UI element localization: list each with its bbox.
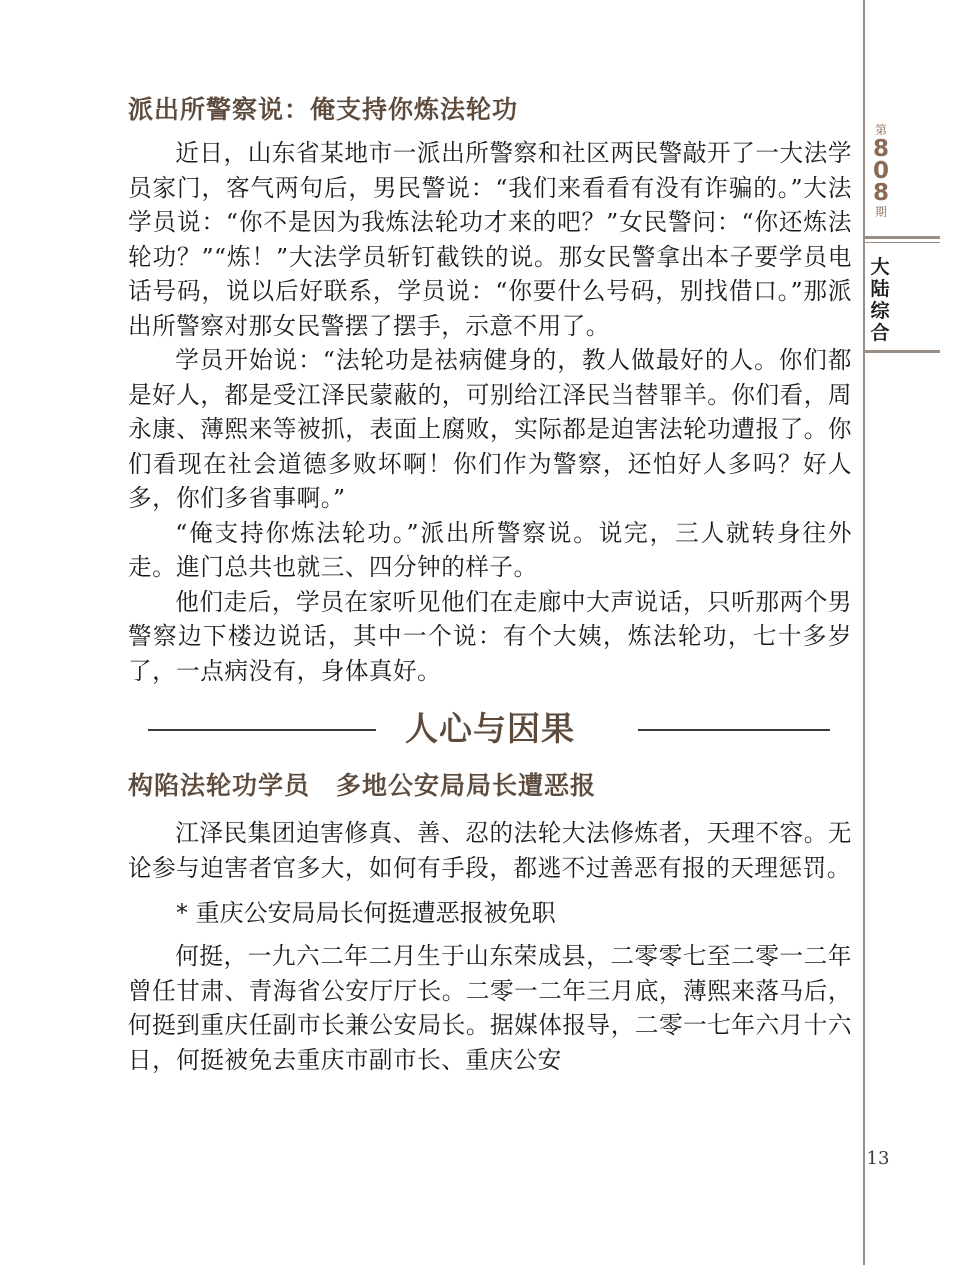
section-title: 人心与因果 [405, 709, 575, 748]
paragraph: “俺支持你炼法轮功。”派出所警察说。说完，三人就转身往外走。進门总共也就三、四分钟的样子。 [128, 518, 852, 581]
paragraph: 他们走后，学员在家听见他们在走廊中大声说话，只听那两个男警察边下楼边说话，其中一个说：有个大姨，炼法轮功，七十多岁了，一点病没有，身体真好。 [128, 587, 852, 685]
subheading: * 重庆公安局局长何挺遭恶报被免职 [176, 899, 556, 927]
paragraph: 江泽民集团迫害修真、善、忍的法轮大法修炼者，天理不容。无论参与迫害者官多大，如何有手段，都逃不过善恶有报的天理惩罚。 [128, 819, 852, 882]
category-char: 大 [870, 256, 890, 278]
issue-digit: 0 [872, 158, 889, 184]
paragraph: 近日，山东省某地市一派出所警察和社区两民警敲开了一大法学员家门，客气两句后，男民警说：“我们来看看有没有诈骗的。”大法学员说：“你不是因为我炼法轮功才来的吧？”女民警问：“你还炼法轮功？”“炼！”大法学员斩钉截铁的说。那女民警拿出本子要学员电话号码，说以后好联系，学员说：“你要什么号码，别找借口。”那派出所警察对那女民警摆了摆手，示意不用了。 [128, 139, 852, 340]
paragraph: 何挺，一九六二年二月生于山东荣成县，二零零七至二零一二年曾任甘肃、青海省公安厅厅长。二零一二年三月底，薄熙来落马后，何挺到重庆任副市长兼公安局长。据媒体报导，二零一七年六月十六日，何挺被免去重庆市副市长、重庆公安 [128, 942, 852, 1074]
issue-digit: 8 [872, 180, 889, 206]
article-title: 派出所警察说：俺支持你炼法轮功 [128, 95, 519, 124]
article-title: 构陷法轮功学员 多地公安局局长遭恶报 [128, 771, 597, 800]
category-char: 综 [870, 300, 890, 322]
page-number: 13 [866, 1148, 890, 1169]
sidebar-band [865, 350, 940, 353]
category-label [869, 256, 891, 344]
issue-digit: 8 [872, 136, 889, 162]
issue-prefix: 第 [874, 123, 887, 137]
category-char: 陆 [870, 278, 890, 300]
paragraph: 学员开始说：“法轮功是祛病健身的，教人做最好的人。你们都是好人，都是受江泽民蒙蔽的，可别给江泽民当替罪羊。你们看，周永康、薄熙来等被抓，表面上腐败，实际都是迫害法轮功遭报了。你们看现在社会道德多败坏啊！你们作为警察，还怕好人多吗？好人多，你们多省事啊。” [128, 346, 852, 512]
sidebar-band [865, 236, 940, 239]
sidebar-divider [863, 0, 865, 1265]
main-text-column [128, 92, 852, 1077]
issue-suffix: 期 [874, 205, 887, 219]
section-header [128, 702, 852, 756]
sidebar-band [865, 242, 940, 243]
category-char: 合 [870, 322, 890, 344]
issue-number [866, 122, 896, 220]
section-rule-right [638, 729, 830, 731]
